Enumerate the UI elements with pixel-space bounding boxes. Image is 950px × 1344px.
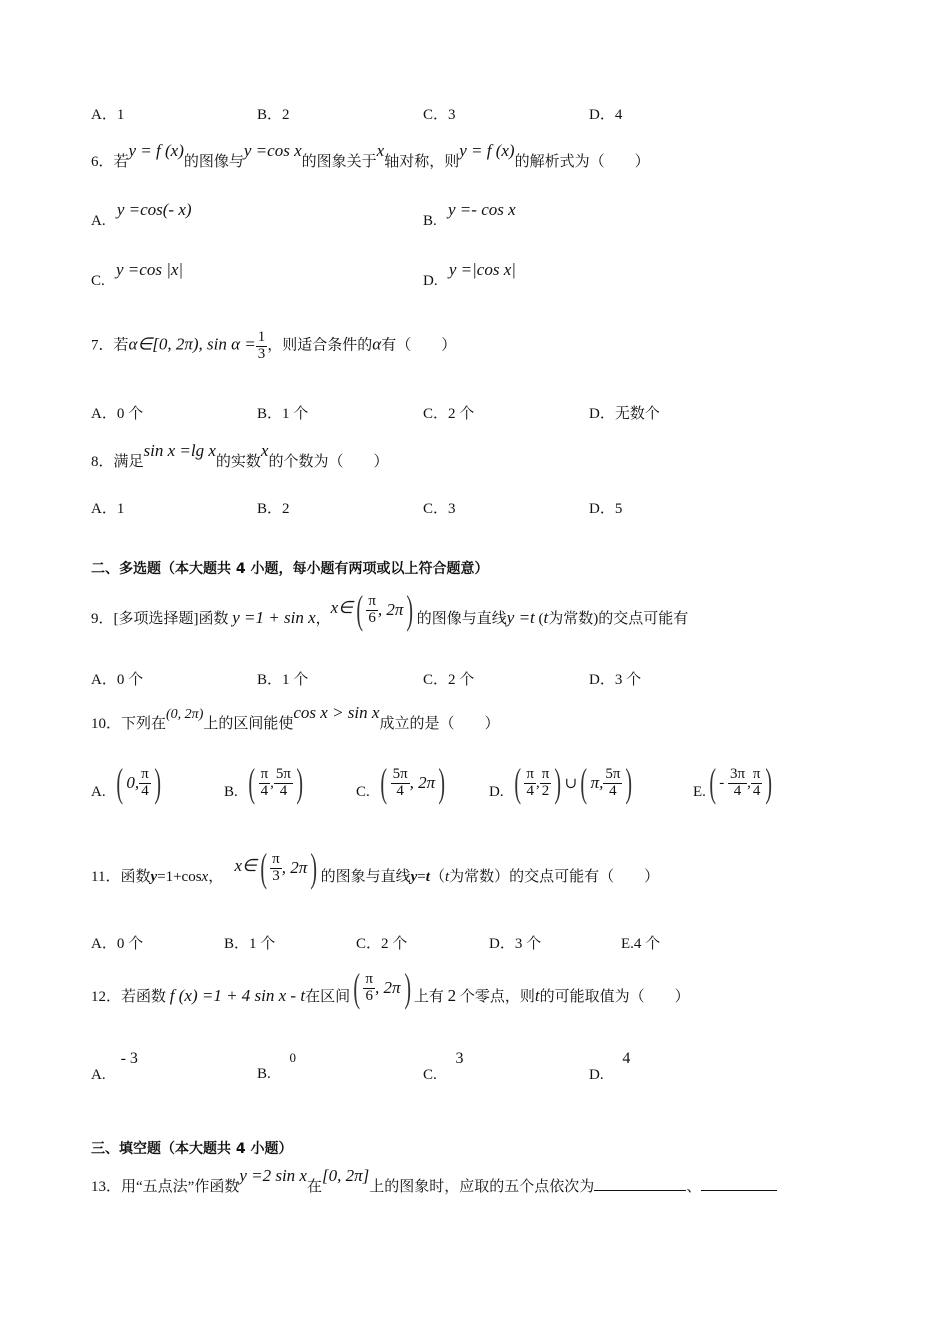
q10-stem: 10．下列在(0, 2π)上的区间能使cos x > sin x成立的是（ ）: [91, 703, 500, 732]
q8-option-d: D．5: [589, 501, 623, 517]
q12-fraction: $\frac{\pi}{6}$: [365, 970, 373, 1004]
q5-option-b: B．2: [257, 107, 290, 123]
q8-option-a: A．1: [91, 501, 125, 517]
section-3-heading: 三、填空题（本大题共 4 小题）: [91, 1141, 293, 1157]
q11-option-a: A．0 个: [91, 936, 144, 952]
q8-option-c: C．3: [423, 501, 456, 517]
q12-option-c: C. 3: [423, 1050, 464, 1083]
q6-option-a: A. y =cos(- x): [91, 200, 192, 229]
q12-stem: 12．若函数 f (x) =1 + 4 sin x - t在区间 ( $\frac{\pi}{6}$ , 2π ) 上有 2 个零点，则t的可能取值为（ ）: [91, 965, 690, 1010]
q11-option-b: B．1 个: [224, 936, 276, 952]
q11-option-d: D．3 个: [489, 936, 542, 952]
q10-option-c: C. ( $\frac{5\pi}{4}$ , 2π ): [356, 760, 446, 805]
q9-option-b: B．1 个: [257, 672, 309, 688]
answer-blank-2[interactable]: [701, 1176, 777, 1191]
answer-blank-1[interactable]: [594, 1176, 686, 1191]
q6-option-c: C. y =cos |x|: [91, 260, 184, 289]
q11-option-c: C．2 个: [356, 936, 408, 952]
q6-option-b: B. y =- cos x: [423, 200, 516, 229]
q13-stem: 13．用“五点法”作函数y =2 sin x在[0, 2π]上的图象时，应取的五个点依次为 、: [91, 1175, 777, 1196]
q9-fraction: $\frac{\pi}{6}$: [368, 592, 376, 626]
q9-option-a: A．0 个: [91, 672, 144, 688]
q5-option-c: C．3: [423, 107, 456, 123]
q9-option-c: C．2 个: [423, 672, 475, 688]
q12-option-d: D. 4: [589, 1050, 631, 1083]
q11-option-e: E.4 个: [621, 936, 661, 952]
q10-option-e: E. ( - $\frac{3\pi}{4}$ , $\frac{\pi}{4}$ ): [693, 760, 773, 805]
q11-stem: 11．函数y=1+cosx， x∈ ( $\frac{\pi}{3}$ , 2π ) 的图象与直线y=t（t为常数）的交点可能有（ ）: [91, 845, 660, 890]
q7-option-a: A．0 个: [91, 406, 144, 422]
q6-stem: 6．若y = f (x)的图像与y =cos x的图象关于x轴对称，则y = f (x)的解析式为（ ）: [91, 141, 650, 170]
q8-stem: 8．满足sin x =lg x的实数x的个数为（ ）: [91, 441, 389, 470]
q7-stem: 7．若α∈[0, 2π), sin α = $\frac{1}{3}$ ，则适合条件的α有（ ）: [91, 329, 457, 362]
section-2-heading: 二、多选题（本大题共 4 小题，每小题有两项或以上符合题意）: [91, 561, 489, 577]
q9-stem: 9．[多项选择题]函数 y =1 + sin x，x∈ ( $\frac{\pi}{6}$ , 2π ) 的图像与直线y =t (t为常数)的交点可能有: [91, 587, 689, 632]
q7-option-c: C．2 个: [423, 406, 475, 422]
q12-option-b: B. 0: [257, 1050, 297, 1082]
q7-option-b: B．1 个: [257, 406, 309, 422]
q8-option-b: B．2: [257, 501, 290, 517]
q10-option-b: B. ( $\frac{\pi}{4}$ , $\frac{5\pi}{4}$ ): [224, 760, 303, 805]
q12-option-a: A. - 3: [91, 1050, 138, 1083]
q11-fraction: $\frac{\pi}{3}$: [272, 850, 280, 884]
q6-option-d: D. y =|cos x|: [423, 260, 516, 289]
q9-option-d: D．3 个: [589, 672, 642, 688]
q10-option-a: A. ( 0, $\frac{\pi}{4}$ ): [91, 760, 161, 805]
q5-option-a: A．1: [91, 107, 125, 123]
q7-option-d: D．无数个: [589, 406, 660, 422]
q7-fraction: $\frac{1}{3}$: [257, 329, 266, 362]
q10-option-d: D. ( $\frac{\pi}{4}$ , $\frac{\pi}{2}$ ) ∪ ( π, $\frac{5\pi}{4}$ ): [489, 760, 633, 805]
q5-option-d: D．4: [589, 107, 623, 123]
